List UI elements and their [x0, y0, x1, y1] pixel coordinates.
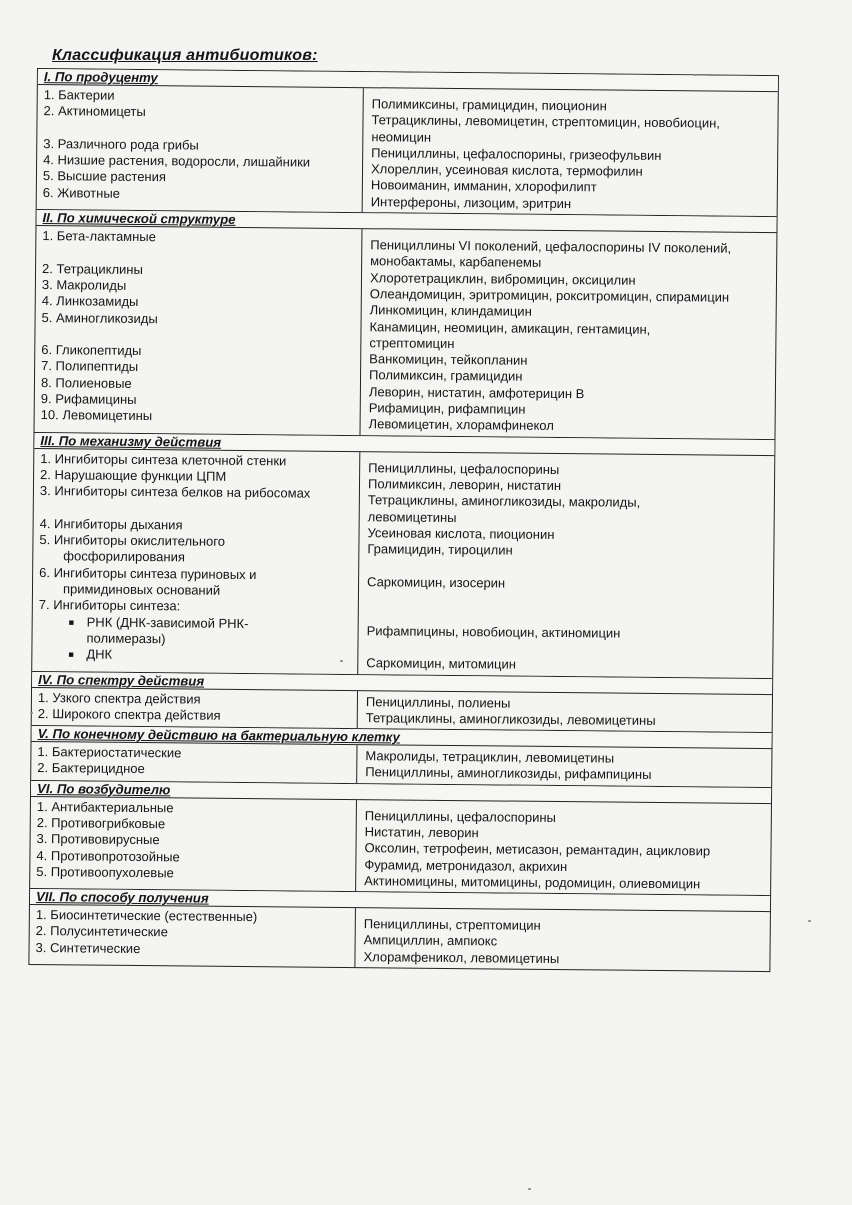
- category-item: 7. Полипептиды: [41, 358, 139, 375]
- category-item: 2. Тетрациклины: [42, 260, 143, 277]
- example-item: Полимиксин, грамицидин: [368, 367, 523, 385]
- category-item: 2. Полусинтетические: [35, 923, 168, 940]
- scan-speck: [694, 74, 697, 76]
- example-item: Грамицидин, тироцилин: [367, 541, 513, 558]
- example-item: Оксолин, тетрофеин, метисазон, ремантадин, ацикловир: [364, 840, 711, 859]
- example-item: Леворин, нистатин, амфотерицин В: [368, 383, 585, 402]
- example-item: Ампициллин, ампиокс: [363, 932, 498, 949]
- category-item: 1. Бета-лактамные: [42, 228, 156, 245]
- example-item: Рифампицины, новобиоцин, актиномицин: [366, 622, 621, 641]
- category-item: 3. Противовирусные: [36, 831, 160, 848]
- section-2-examples: [360, 229, 776, 439]
- example-item: левомицетины: [367, 508, 457, 525]
- category-item: 2. Бактерицидное: [37, 760, 145, 777]
- section-3-examples: [358, 452, 774, 678]
- example-item: Нистатин, леворин: [364, 824, 479, 841]
- category-item: 8. Полиеновые: [40, 374, 132, 391]
- category-item: 9. Рифамицины: [40, 391, 137, 408]
- section-4-header: IV. По спектру действия: [32, 671, 772, 694]
- example-item: неомицин: [371, 128, 432, 145]
- section-1-header: I. По продуценту: [38, 69, 778, 92]
- example-item: Хлоротетрациклин, вибромицин, оксицилин: [369, 269, 636, 288]
- category-item: 7. Ингибиторы синтеза:: [38, 597, 181, 614]
- category-item: 3. Различного рода грибы: [43, 135, 199, 153]
- example-item: Рифамицин, рифампицин: [368, 400, 526, 417]
- category-item: 5. Высшие растения: [42, 168, 167, 185]
- example-item: Актиномицины, митомицины, родомицин, олиевомицин: [364, 873, 701, 892]
- example-item: Полимиксины, грамицидин, пиоционин: [371, 96, 607, 114]
- category-item: 4. Низшие растения, водоросли, лишайники: [43, 152, 311, 170]
- category-item: 1. Узкого спектра действия: [37, 689, 201, 707]
- category-item: 4. Ингибиторы дыхания: [39, 515, 183, 533]
- category-item: 1. Антибактериальные: [36, 798, 174, 816]
- example-item: Тетрациклины, левомицетин, стрептомицин, новобиоцин,: [371, 112, 720, 131]
- example-item: монобактамы, карбапенемы: [370, 253, 542, 271]
- category-item: 5. Ингибиторы окислительного: [39, 532, 226, 549]
- section-6-body: [30, 797, 771, 897]
- category-item: 1. Ингибиторы синтеза клеточной стенки: [40, 450, 287, 469]
- example-item: Интерфероны, лизоцим, эритрин: [370, 193, 572, 211]
- category-item: 3. Макролиды: [41, 277, 127, 293]
- classification-table: [28, 68, 779, 972]
- category-item: 10. Левомицетины: [40, 407, 153, 424]
- example-item: Пенициллины, стрептомицин: [363, 916, 541, 934]
- section-1-categories: [37, 85, 364, 212]
- example-item: Саркомицин, изосерин: [367, 573, 506, 591]
- section-4-categories: [32, 687, 358, 728]
- section-7-body: [29, 905, 770, 971]
- example-item: Хлорамфеникол, левомицетины: [363, 948, 560, 966]
- scan-speck: [808, 920, 811, 922]
- bullet-item: [39, 614, 354, 633]
- section-7-header: VII. По способу получения: [30, 889, 770, 912]
- document-title: Классификация антибиотиков:: [52, 47, 318, 64]
- bullet-item-text: ДНК: [86, 646, 113, 662]
- example-item: Пенициллины, аминогликозиды, рифампицины: [365, 764, 652, 783]
- example-item: Саркомицин, митомицин: [366, 655, 517, 672]
- example-item: Пенициллины, цефалоспорины: [368, 459, 560, 477]
- example-item: Канамицин, неомицин, амикацин, гентамицин,: [369, 318, 651, 337]
- category-item: 2. Актиномицеты: [43, 103, 146, 120]
- section-5-header: V. По конечному действию на бактериальную клетку: [32, 726, 772, 749]
- example-item: Фурамид, метронидазол, акрихин: [364, 856, 568, 874]
- category-item: 1. Бактериостатические: [37, 744, 182, 761]
- category-item: 2. Противогрибковые: [36, 815, 166, 832]
- category-item: 2. Широкого спектра действия: [37, 705, 221, 723]
- example-item: Тетрациклины, аминогликозиды, левомицетины: [365, 709, 656, 728]
- example-item: Новоиманин, имманин, хлорофилипт: [370, 177, 597, 195]
- example-item: Пенициллины, цефалоспорины, гризеофульвин: [371, 145, 662, 163]
- bullet-item-continued: полимеразы): [86, 630, 166, 647]
- section-2-body: [34, 226, 776, 440]
- example-item: Ванкомицин, тейкопланин: [369, 351, 528, 368]
- section-2-header: II. По химической структуре: [36, 210, 776, 233]
- category-item: 3. Ингибиторы синтеза белков на рибосомах: [39, 483, 311, 501]
- section-5-categories: [31, 742, 357, 783]
- section-4-examples: [358, 691, 772, 733]
- example-item: Пенициллины, полиены: [365, 693, 511, 711]
- section-1-body: [37, 85, 778, 217]
- section-3-body: [32, 449, 774, 679]
- section-1-examples: [363, 88, 778, 216]
- section-5-examples: [357, 745, 771, 787]
- category-item: 6. Ингибиторы синтеза пуриновых и: [39, 564, 257, 582]
- example-item: Линкомицин, клиндамицин: [369, 302, 532, 320]
- example-item: Полимиксин, леворин, нистатин: [367, 476, 562, 493]
- section-3-header: III. По механизму действия: [34, 433, 774, 456]
- bullet-item-text: РНК (ДНК-зависимой РНК-: [86, 614, 249, 631]
- category-item-continued: фосфорилирования: [63, 548, 186, 565]
- example-item: Хлореллин, усеиновая кислота, термофилин: [370, 161, 643, 180]
- example-item: Левомицетин, хлорамфинекол: [368, 416, 554, 434]
- section-6-examples: [356, 800, 771, 895]
- scan-speck: [528, 1188, 531, 1190]
- category-item: 1. Биосинтетические (естественные): [35, 907, 258, 925]
- scan-speck: [30, 712, 33, 714]
- section-7-categories: [29, 905, 356, 967]
- category-item: 1. Бактерии: [43, 87, 115, 103]
- example-item: Пенициллины VI поколений, цефалоспорины IV поколений,: [370, 237, 732, 256]
- category-item: 5. Противоопухолевые: [36, 863, 174, 881]
- section-3-categories: [32, 449, 360, 674]
- category-item: 5. Аминогликозиды: [41, 309, 158, 326]
- example-item: Пенициллины, цефалоспорины: [364, 807, 557, 825]
- category-item: 6. Животные: [42, 184, 121, 201]
- category-item: 3. Синтетические: [35, 939, 141, 956]
- example-item: Усеиновая кислота, пиоционин: [367, 525, 555, 542]
- category-item: 4. Линкозамиды: [41, 293, 139, 310]
- scan-speck: [340, 660, 343, 662]
- bullet-item: [38, 646, 353, 665]
- bullet-square-icon: ■: [68, 649, 74, 660]
- example-item: Олеандомицин, эритромицин, рокситромицин, спирамицин: [369, 286, 730, 305]
- section-6-categories: [30, 797, 357, 892]
- section-6-header: VI. По возбудителю: [31, 781, 771, 804]
- section-2-categories: [35, 226, 363, 435]
- example-item: Тетрациклины, аминогликозиды, макролиды,: [367, 492, 641, 511]
- section-7-examples: [355, 908, 770, 971]
- category-item: 4. Противопротозойные: [36, 847, 180, 864]
- example-item: Макролиды, тетрациклин, левомицетины: [365, 748, 615, 766]
- category-item: 6. Гликопептиды: [41, 342, 142, 359]
- category-item-continued: примидиновых оснований: [62, 581, 221, 598]
- example-item: стрептомицин: [369, 335, 455, 351]
- category-item: 2. Нарушающие функции ЦПМ: [40, 466, 227, 484]
- bullet-square-icon: ■: [68, 616, 75, 627]
